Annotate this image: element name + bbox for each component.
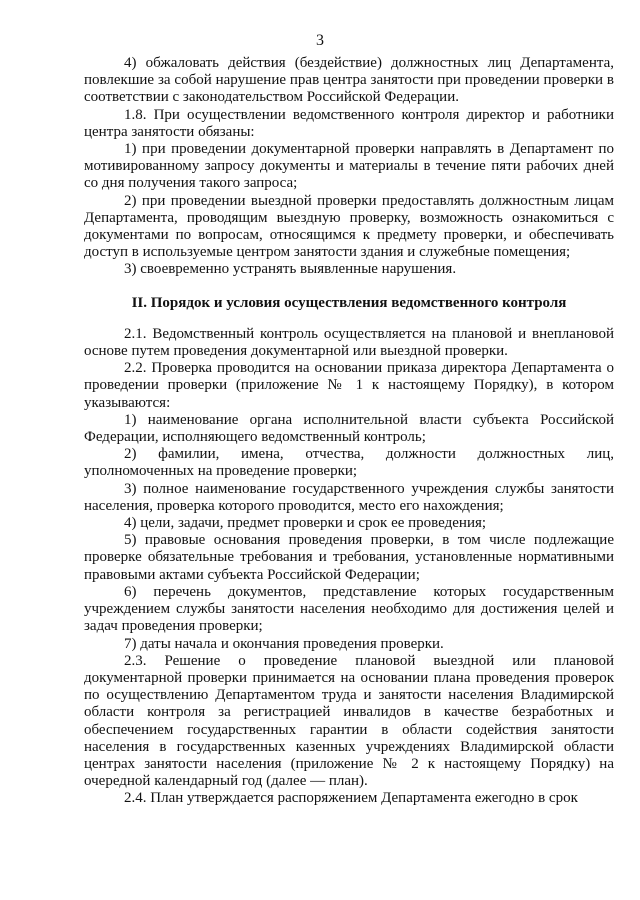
paragraph: 5) правовые основания проведения проверки, в том числе подлежащие проверке обязательные требования и требования, установленные нормативными правовыми актами субъекта Российской Федерации; (84, 532, 614, 583)
paragraph: 6) перечень документов, представление которых государственным учреждением службы занятости населения необходимо для достижения целей и задач проведения проверки; (84, 583, 614, 635)
page-number: 3 (316, 32, 324, 49)
paragraph: 3) полное наименование государственного учреждения службы занятости населения, проверка которого проводится, место его нахождения; (84, 480, 614, 514)
paragraph: 4) цели, задачи, предмет проверки и срок ее проведения; (124, 515, 487, 532)
section-heading: II. Порядок и условия осуществления ведомственного контроля (131, 294, 567, 311)
paragraph: 3) своевременно устранять выявленные нарушения. (124, 261, 457, 278)
paragraph: 2.4. План утверждается распоряжением Департамента ежегодно в срок (124, 790, 578, 807)
paragraph: 2.3. Решение о проведение плановой выездной или плановой документарной проверки принимается на основании плана проведения проверок по осуществлению Департаментом труда и занятости населения Владимирской области контроля за регистрацией инвалидов в качестве безработных и обеспечением государственных гарантии в области содействия занятости населения в государственных казенных учреждениях Владимирской области центрах занятости населения (приложение № 2 к настоящему Порядку) на очередной календарный год (далее — план). (84, 652, 614, 790)
paragraph: 2) при проведении выездной проверки предоставлять должностным лицам Департамента, проводящим выездную проверку, возможность ознакомиться с документами по вопросам, относящимся к предмету проверки, и обеспечивать доступ в используемые центром занятости здания и служебные помещения; (84, 192, 614, 261)
paragraph: 1.8. При осуществлении ведомственного контроля директор и работники центра занятости обязаны: (84, 106, 614, 140)
paragraph: 2.1. Ведомственный контроль осуществляется на плановой и внеплановой основе путем проведения документарной или выездной проверки. (84, 325, 614, 360)
paragraph: 7) даты начала и окончания проведения проверки. (124, 635, 444, 652)
paragraph: 4) обжаловать действия (бездействие) должностных лиц Департамента, повлекшие за собой нарушение прав центра занятости при проведении проверки в соответствии с законодательством Российской Федерации. (84, 55, 614, 106)
paragraph: 2) фамилии, имена, отчества, должности должностных лиц, уполномоченных на проведение проверки; (84, 446, 614, 480)
document-body (84, 55, 614, 808)
paragraph: 2.2. Проверка проводится на основании приказа директора Департамента о проведении проверки (приложение № 1 к настоящему Порядку), в котором указываются: (84, 360, 614, 411)
paragraph: 1) при проведении документарной проверки направлять в Департамент по мотивированному запросу документы и материалы в течение пяти рабочих дней со дня получения такого запроса; (84, 141, 614, 192)
paragraph: 1) наименование органа исполнительной власти субъекта Российской Федерации, исполняющего ведомственный контроль; (84, 411, 614, 446)
